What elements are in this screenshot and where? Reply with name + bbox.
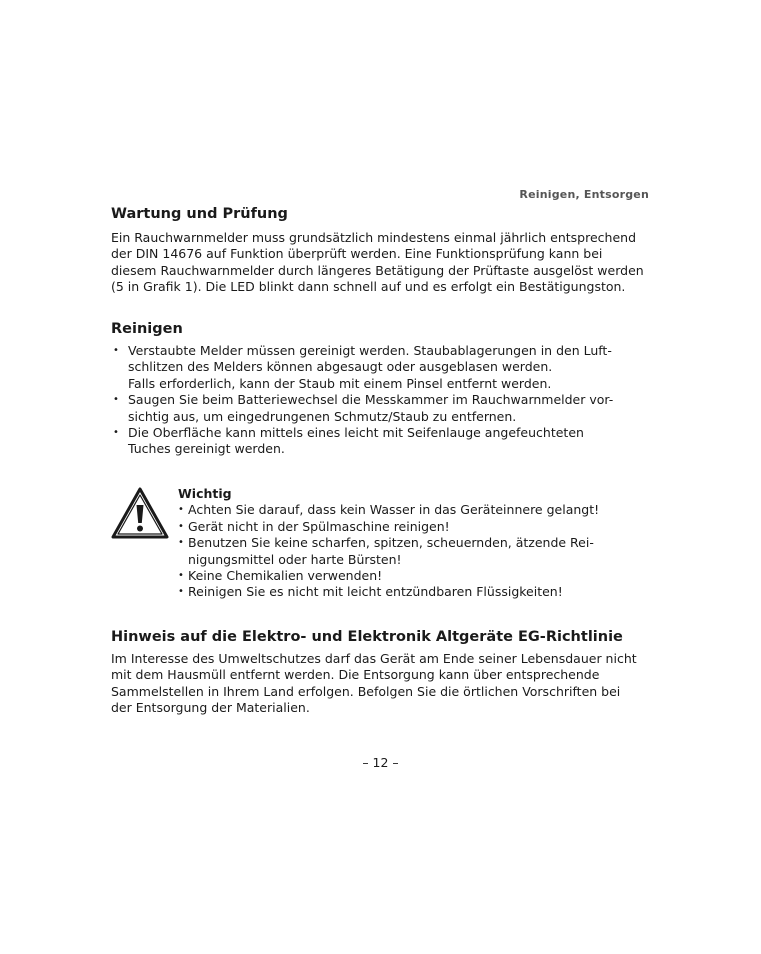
text-line: diesem Rauchwarnmelder durch längeres Betätigung der Prüftaste ausgelöst werden [111, 262, 644, 278]
text-line: nigungsmittel oder harte Bürsten! [188, 551, 402, 567]
text-line: • Verstaubte Melder müssen gereinigt werden. Staubablagerungen in den Luft- [128, 343, 612, 358]
text-line: • Saugen Sie beim Batteriewechsel die Messkammer im Rauchwarnmelder vor- [128, 392, 614, 408]
text-line: schlitzen des Melders können abgesaugt oder ausgeblasen werden. [128, 359, 553, 375]
text-line: Im Interesse des Umweltschutzes darf das Gerät am Ende seiner Lebensdauer nicht [111, 651, 637, 666]
list-item [111, 392, 656, 425]
running-header: Reinigen, Entsorgen [519, 188, 649, 201]
section-title-wartung: Wartung und Prüfung [111, 206, 288, 222]
list-item [178, 584, 648, 600]
section-hinweis [111, 627, 656, 717]
text-line: • Benutzen Sie keine scharfen, spitzen, scheuernden, ätzende Rei- [188, 535, 594, 551]
text-line: • Die Oberfläche kann mittels eines leicht mit Seifenlauge angefeuchteten [128, 425, 584, 441]
wichtig-title: Wichtig [178, 486, 232, 501]
text-line: mit dem Hausmüll entfernt werden. Die Entsorgung kann über entsprechende [111, 667, 600, 683]
list-item [178, 519, 648, 535]
text-line: • Reinigen Sie es nicht mit leicht entzündbaren Flüssigkeiten! [188, 584, 563, 600]
warning-triangle-icon [111, 487, 169, 539]
text-line: Sammelstellen in Ihrem Land erfolgen. Befolgen Sie die örtlichen Vorschriften bei [111, 683, 621, 699]
page-number: – 12 – [362, 755, 399, 770]
section-wartung [111, 204, 656, 296]
text-line: Ein Rauchwarnmelder muss grundsätzlich mindestens einmal jährlich entsprechend [111, 230, 636, 245]
section-reinigen [111, 319, 656, 458]
wartung-paragraph [111, 230, 656, 296]
reinigen-list [111, 343, 656, 458]
list-item [178, 568, 648, 584]
text-line: (5 in Grafik 1). Die LED blinkt dann schnell auf und es erfolgt ein Bestätigungston. [111, 279, 626, 295]
text-line: Tuches gereinigt werden. [128, 441, 285, 457]
section-title-hinweis: Hinweis auf die Elektro- und Elektronik Altgeräte EG-Richtlinie [111, 629, 623, 645]
text-line: der DIN 14676 auf Funktion überprüft werden. Eine Funktionsprüfung kann bei [111, 246, 603, 262]
text-line: sichtig aus, um eingedrungenen Schmutz/Staub zu entfernen. [128, 408, 517, 424]
wichtig-list [178, 502, 648, 600]
text-line: • Achten Sie darauf, dass kein Wasser in das Geräteinnere gelangt! [188, 502, 600, 518]
section-title-reinigen: Reinigen [111, 321, 183, 337]
list-item [178, 502, 648, 518]
text-line: Falls erforderlich, kann der Staub mit einem Pinsel entfernt werden. [128, 375, 552, 391]
wichtig-block [178, 486, 648, 601]
hinweis-paragraph [111, 651, 656, 717]
text-line: • Gerät nicht in der Spülmaschine reinigen! [188, 518, 450, 534]
text-line: der Entsorgung der Materialien. [111, 700, 310, 716]
list-item [111, 343, 656, 392]
list-item [178, 535, 648, 568]
list-item [111, 425, 656, 458]
text-line: • Keine Chemikalien verwenden! [188, 568, 383, 584]
